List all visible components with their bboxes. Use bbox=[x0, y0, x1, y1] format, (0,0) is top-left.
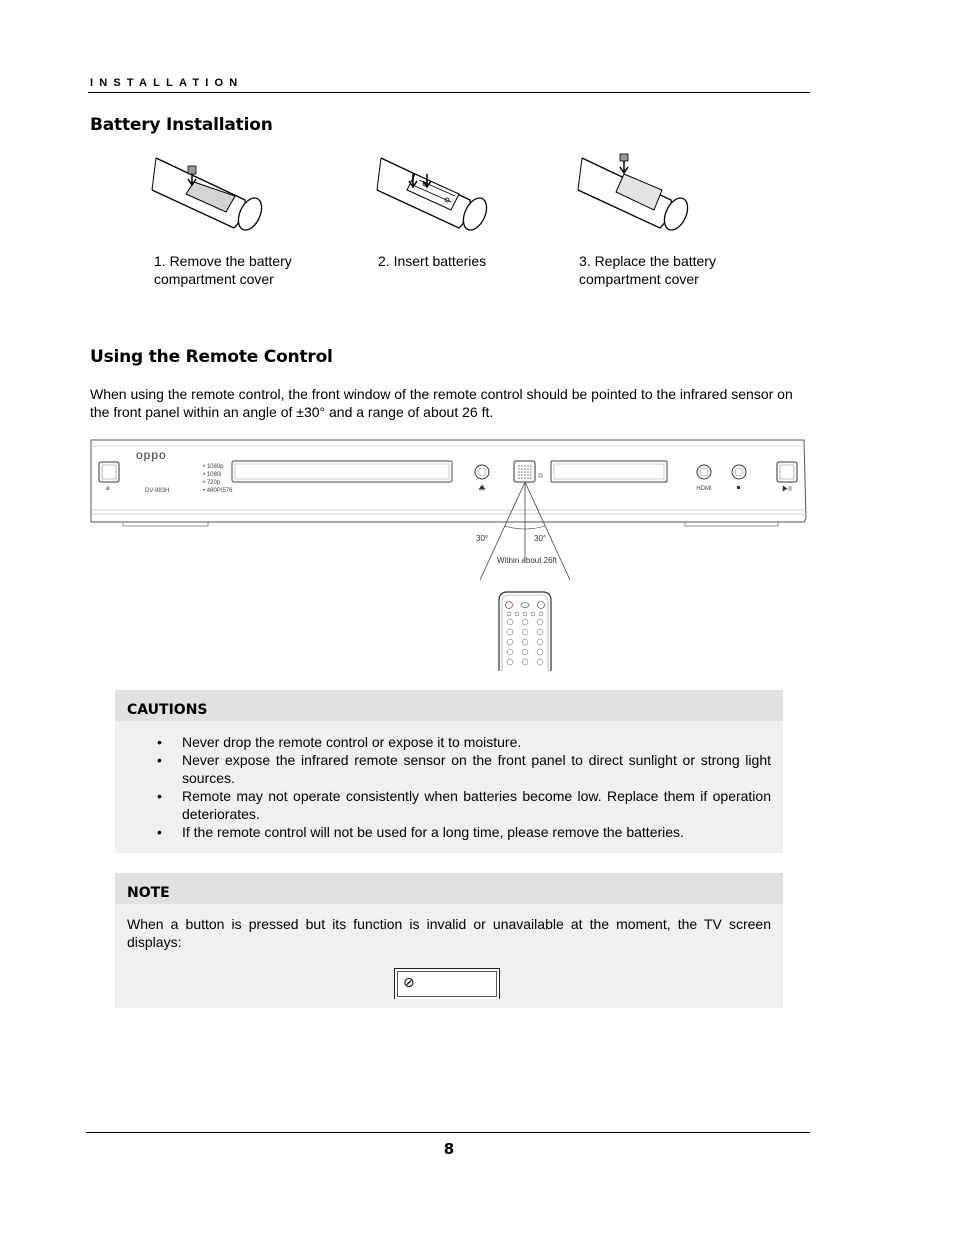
resolution-480p: • 480P/576 bbox=[203, 488, 233, 494]
range-label: Within about 26ft bbox=[496, 556, 558, 565]
angle-right-label: 30° bbox=[534, 534, 547, 543]
replace-cover-illustration bbox=[576, 152, 691, 232]
stop-icon bbox=[737, 486, 740, 489]
model-label: DV-983H bbox=[145, 488, 170, 494]
section-header: INSTALLATION bbox=[90, 77, 244, 89]
remote-range-diagram bbox=[88, 438, 810, 673]
remote-section-title: Using the Remote Control bbox=[90, 347, 333, 367]
invalid-icon: ⊘ bbox=[403, 975, 415, 991]
resolution-1080i: • 1080i bbox=[203, 472, 222, 478]
list-item: • If the remote control will not be used for a long time, please remove the batteries. bbox=[182, 823, 771, 841]
angle-left-label: 30° bbox=[476, 534, 489, 543]
note-text: When a button is pressed but its function is invalid or unavailable at the moment, the TV screen displays: bbox=[127, 916, 771, 950]
resolution-1080p: • 1080p bbox=[203, 464, 224, 470]
battery-section-title: Battery Installation bbox=[90, 115, 273, 135]
note-header bbox=[115, 873, 783, 904]
list-item: • Never expose the infrared remote sensor on the front panel to direct sunlight or strong light sources. bbox=[182, 751, 771, 787]
resolution-720p: • 720p bbox=[203, 480, 221, 486]
cautions-title: CAUTIONS bbox=[127, 702, 208, 718]
remote-instructions: When using the remote control, the front window of the remote control should be pointed to the infrared sensor on the front panel within an angle of ±30° and a range of about 26 ft. bbox=[90, 386, 793, 420]
remove-cover-illustration bbox=[150, 152, 265, 232]
insert-batteries-illustration bbox=[375, 152, 490, 232]
list-item: • Never drop the remote control or expose it to moisture. bbox=[182, 733, 771, 751]
cautions-header bbox=[115, 690, 783, 721]
hdmi-label: HDMI bbox=[696, 486, 712, 492]
list-item: • Remote may not operate consistently when batteries become low. Replace them if operation deteriorates. bbox=[182, 787, 771, 823]
cautions-box bbox=[115, 690, 783, 853]
power-symbol-icon: ø bbox=[106, 486, 110, 492]
remote-control-drawing bbox=[499, 592, 551, 671]
step-3-caption: 3. Replace the battery compartment cover bbox=[579, 253, 716, 287]
header-rule bbox=[88, 92, 810, 93]
note-title: NOTE bbox=[127, 885, 170, 901]
step-2-caption: 2. Insert batteries bbox=[378, 253, 487, 269]
step-1-caption: 1. Remove the battery compartment cover bbox=[154, 253, 292, 287]
note-box bbox=[115, 873, 783, 1008]
cautions-list bbox=[182, 733, 771, 841]
page-number: 8 bbox=[443, 1140, 455, 1158]
brand-logo: oppo bbox=[136, 448, 167, 462]
invalid-indicator-screen bbox=[394, 968, 500, 999]
footer-rule bbox=[86, 1132, 810, 1133]
